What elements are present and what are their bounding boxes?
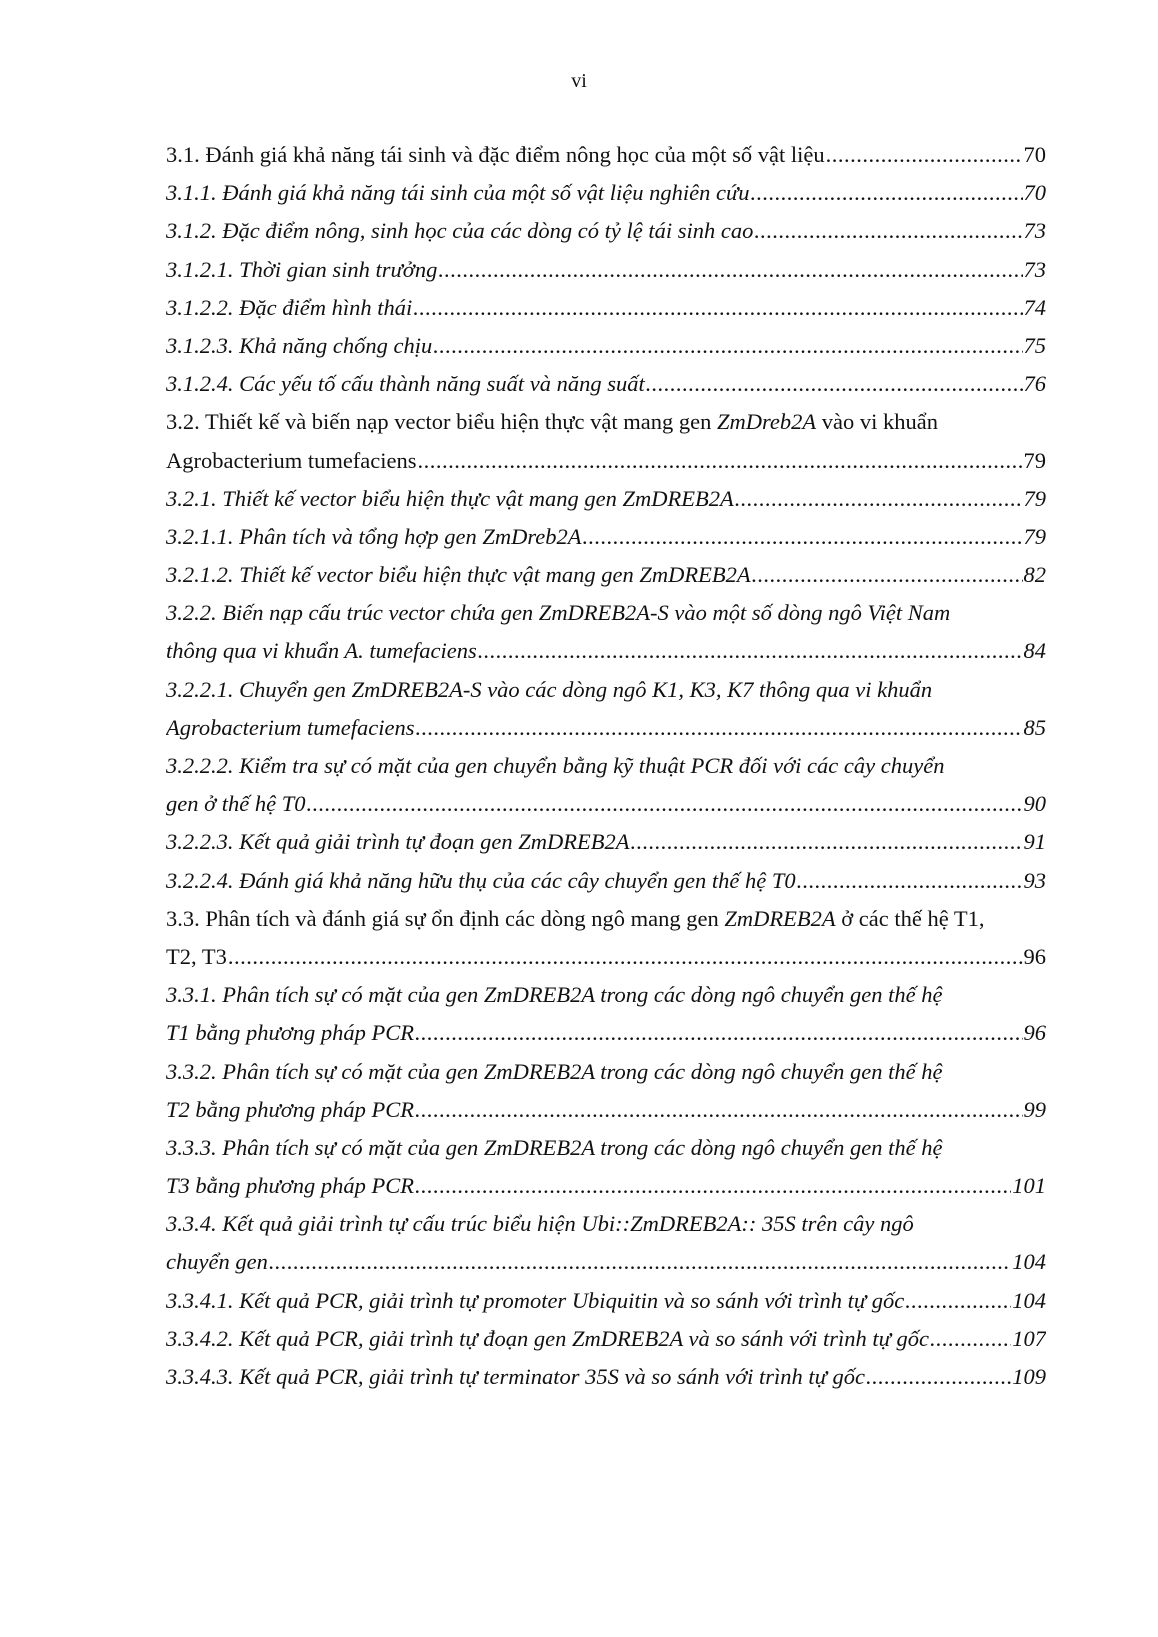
- toc-entry-title-continued: Agrobacterium tumefaciens: [166, 447, 417, 473]
- dot-leader: [754, 212, 1022, 250]
- toc-entry-title: 3.3.4.3. Kết quả PCR, giải trình tự terminator 35S và so sánh với trình tự gốc: [166, 1364, 866, 1389]
- toc-entry[interactable]: [166, 174, 1046, 212]
- toc-entry-title-continued: thông qua vi khuẩn A. tumefaciens: [166, 638, 477, 664]
- toc-entry-title: 3.2.1.2. Thiết kế vector biểu hiện thực vật mang gen ZmDREB2A: [166, 562, 751, 588]
- toc-entry[interactable]: [166, 365, 1046, 403]
- toc-entry[interactable]: [166, 1053, 1046, 1129]
- toc-entry-title: 3.1.2. Đặc điểm nông, sinh học của các dòng có tỷ lệ tái sinh cao: [166, 218, 754, 244]
- toc-entry-page: 96: [1023, 1020, 1046, 1046]
- toc-entry-page: 74: [1023, 294, 1046, 320]
- toc-entry-title: 3.2.2.3. Kết quả giải trình tự đoạn gen ZmDREB2A: [166, 829, 630, 855]
- toc-entry-title: 3.3.4.1. Kết quả PCR, giải trình tự promoter Ubiquitin và so sánh với trình tự gốc: [166, 1287, 905, 1313]
- toc-entry-title: 3.1.2.2. Đặc điểm hình thái: [166, 294, 413, 320]
- toc-entry-title: 3.2.2. Biến nạp cấu trúc vector chứa gen ZmDREB2A-S vào một số dòng ngô Việt Nam: [166, 600, 951, 626]
- toc-entry[interactable]: [166, 1282, 1046, 1320]
- toc-entry-title: 3.1. Đánh giá khả năng tái sinh và đặc điểm nông học của một số vật liệu: [166, 142, 825, 167]
- dot-leader: [415, 1167, 1011, 1205]
- dot-leader: [228, 938, 1023, 976]
- dot-leader: [583, 518, 1023, 556]
- toc-entry-title: 3.2.2.2. Kiểm tra sự có mặt của gen chuyển bằng kỹ thuật PCR đối với các cây chuyển: [166, 753, 945, 778]
- toc-entry-title: 3.3.2. Phân tích sự có mặt của gen ZmDREB2A trong các dòng ngô chuyển gen thế hệ: [166, 1058, 943, 1084]
- toc-entry-title-continued: T2 bằng phương pháp PCR: [166, 1096, 415, 1122]
- toc-entry-page: 79: [1023, 447, 1046, 473]
- toc-entry[interactable]: [166, 1205, 1046, 1281]
- toc-entry[interactable]: [166, 747, 1046, 823]
- dot-leader: [826, 136, 1023, 174]
- toc-entry-page: 84: [1023, 638, 1046, 664]
- dot-leader: [797, 862, 1023, 900]
- toc-entry[interactable]: [166, 976, 1046, 1052]
- dot-leader: [433, 327, 1022, 365]
- toc-entry[interactable]: [166, 289, 1046, 327]
- dot-leader: [415, 1091, 1022, 1129]
- toc-entry-page: 75: [1023, 332, 1046, 358]
- toc-entry[interactable]: [166, 136, 1046, 174]
- toc-entry-page: 107: [1012, 1325, 1046, 1351]
- dot-leader: [752, 556, 1023, 594]
- toc-entry-title: 3.2. Thiết kế và biến nạp vector biểu hiện thực vật mang gen ZmDreb2A vào vi khuẩn: [166, 409, 939, 435]
- toc-entry[interactable]: [166, 594, 1046, 670]
- gene-name: ZmDreb2A: [717, 409, 817, 435]
- toc-entry-title: 3.3. Phân tích và đánh giá sự ổn định các dòng ngô mang gen ZmDREB2A ở các thế hệ T1,: [166, 905, 985, 931]
- dot-leader: [866, 1358, 1011, 1396]
- dot-leader: [750, 174, 1022, 212]
- toc-entry-page: 104: [1012, 1287, 1046, 1313]
- toc-entry-page: 79: [1023, 485, 1046, 511]
- dot-leader: [269, 1243, 1011, 1281]
- toc-entry[interactable]: [166, 403, 1046, 479]
- toc-entry-title: 3.1.1. Đánh giá khả năng tái sinh của một số vật liệu nghiên cứu: [166, 180, 750, 206]
- toc-entry-title: 3.3.4.2. Kết quả PCR, giải trình tự đoạn gen ZmDREB2A và so sánh với trình tự gốc: [166, 1325, 929, 1351]
- toc-entry-title-continued: chuyển gen: [166, 1249, 268, 1275]
- toc-entry[interactable]: [166, 862, 1046, 900]
- toc-entry-page: 73: [1023, 256, 1046, 282]
- toc-entry-title: 3.3.4. Kết quả giải trình tự cấu trúc biểu hiện Ubi::ZmDREB2A:: 35S trên cây ngô: [166, 1211, 914, 1237]
- table-of-contents: [166, 136, 1046, 1396]
- toc-entry-page: 76: [1023, 371, 1046, 397]
- toc-entry-page: 79: [1023, 523, 1046, 549]
- toc-entry-page: 82: [1023, 562, 1046, 588]
- toc-entry-page: 91: [1023, 829, 1046, 855]
- toc-entry-title-continued: gen ở thế hệ T0: [166, 791, 306, 817]
- toc-entry[interactable]: [166, 671, 1046, 747]
- toc-entry-page: 93: [1023, 867, 1046, 893]
- dot-leader: [306, 785, 1022, 823]
- toc-entry-title: 3.2.2.1. Chuyển gen ZmDREB2A-S vào các dòng ngô K1, K3, K7 thông qua vi khuẩn: [166, 676, 933, 702]
- toc-entry-page: 85: [1023, 714, 1046, 740]
- toc-entry-page: 109: [1012, 1364, 1046, 1389]
- toc-entry[interactable]: [166, 251, 1046, 289]
- toc-entry-page: 96: [1023, 943, 1046, 969]
- dot-leader: [631, 823, 1023, 861]
- toc-entry-page: 99: [1023, 1096, 1046, 1122]
- toc-entry-page: 90: [1023, 791, 1046, 817]
- toc-entry-page: 101: [1012, 1173, 1046, 1199]
- toc-entry[interactable]: [166, 327, 1046, 365]
- dot-leader: [930, 1320, 1011, 1358]
- toc-entry-page: 104: [1012, 1249, 1046, 1275]
- toc-entry-title: 3.1.2.3. Khả năng chống chịu: [166, 332, 433, 358]
- toc-entry-title: 3.2.2.4. Đánh giá khả năng hữu thụ của các cây chuyển gen thế hệ T0: [166, 867, 796, 893]
- toc-entry-title-continued: T3 bằng phương pháp PCR: [166, 1173, 415, 1199]
- dot-leader: [415, 1014, 1022, 1052]
- toc-entry-title-continued: T1 bằng phương pháp PCR: [166, 1020, 415, 1046]
- toc-entry[interactable]: [166, 1320, 1046, 1358]
- toc-entry-title: 3.2.1.1. Phân tích và tổng hợp gen ZmDreb2A: [166, 523, 582, 549]
- dot-leader: [735, 480, 1023, 518]
- toc-entry-title: 3.1.2.1. Thời gian sinh trưởng: [166, 256, 438, 282]
- toc-entry[interactable]: [166, 1129, 1046, 1205]
- dot-leader: [413, 289, 1022, 327]
- toc-entry[interactable]: [166, 556, 1046, 594]
- toc-entry[interactable]: [166, 518, 1046, 556]
- toc-entry-title: 3.3.1. Phân tích sự có mặt của gen ZmDREB2A trong các dòng ngô chuyển gen thế hệ: [166, 982, 943, 1008]
- dot-leader: [646, 365, 1023, 403]
- toc-entry-title: 3.2.1. Thiết kế vector biểu hiện thực vật mang gen ZmDREB2A: [166, 485, 734, 511]
- toc-entry-title: 3.1.2.4. Các yếu tố cấu thành năng suất và năng suất: [166, 371, 645, 397]
- dot-leader: [478, 632, 1023, 670]
- gene-name: ZmDREB2A: [724, 905, 836, 931]
- toc-entry-page: 70: [1023, 142, 1046, 167]
- dot-leader: [416, 709, 1023, 747]
- toc-entry-title-continued: Agrobacterium tumefaciens: [166, 714, 415, 740]
- dot-leader: [438, 251, 1022, 289]
- page-number: vi: [571, 70, 587, 92]
- dot-leader: [905, 1282, 1011, 1320]
- toc-entry[interactable]: [166, 900, 1046, 976]
- toc-entry[interactable]: [166, 1358, 1046, 1396]
- toc-entry-title-continued: T2, T3: [166, 943, 227, 969]
- toc-entry-title: 3.3.3. Phân tích sự có mặt của gen ZmDREB2A trong các dòng ngô chuyển gen thế hệ: [166, 1134, 943, 1160]
- toc-entry[interactable]: [166, 823, 1046, 861]
- toc-entry-page: 73: [1023, 218, 1046, 244]
- toc-entry-page: 70: [1023, 180, 1046, 206]
- dot-leader: [418, 442, 1023, 480]
- toc-entry[interactable]: [166, 480, 1046, 518]
- toc-entry[interactable]: [166, 212, 1046, 250]
